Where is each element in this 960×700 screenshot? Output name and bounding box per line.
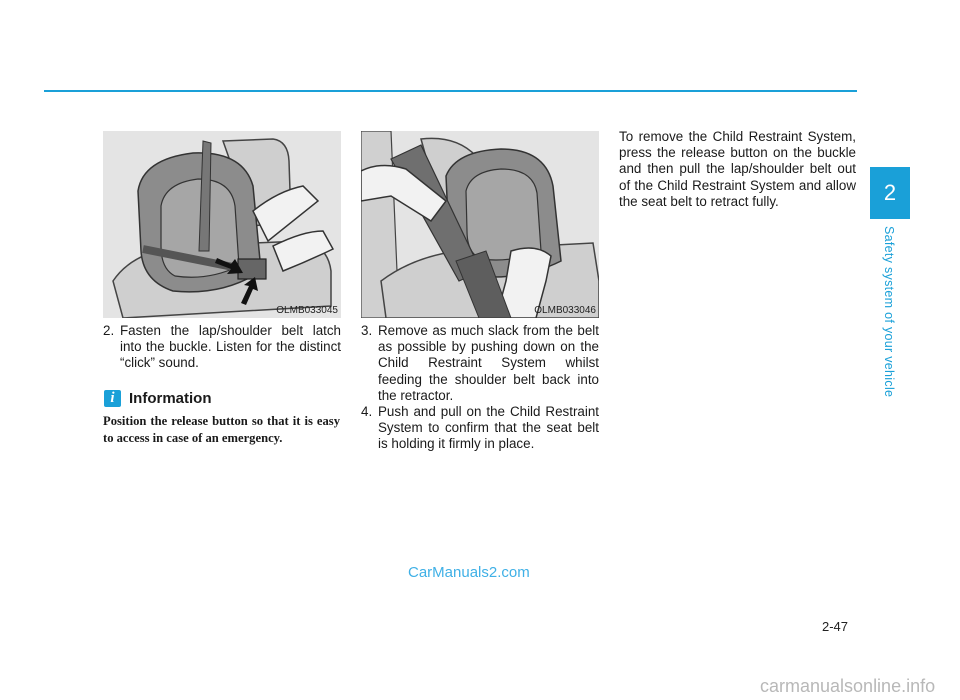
child-seat-slack-illustration — [361, 131, 599, 318]
figure-fasten-belt — [103, 131, 341, 318]
figure-code: OLMB033046 — [534, 305, 596, 316]
page-number: 2-47 — [822, 619, 849, 634]
watermark-carmanualsonline: carmanualsonline.info — [760, 676, 936, 696]
step-text: Push and pull on the Child Restraint System to confirm that the seat belt is holding it firmly in place. — [378, 404, 599, 452]
information-body: Position the release button so that it is easy to access in case of an emergency. — [103, 414, 340, 445]
step-text: Fasten the lap/shoulder belt latch into the buckle. Listen for the distinct “click” sound. — [120, 323, 341, 371]
step-text: Remove as much slack from the belt as possible by pushing down on the Child Restraint System whilst feeding the shoulder belt back into the retractor. — [378, 323, 599, 403]
information-title: Information — [129, 389, 212, 407]
header-rule — [44, 90, 857, 92]
chapter-title — [880, 226, 900, 406]
step-2 — [103, 323, 341, 372]
step-3 — [361, 323, 599, 404]
watermark-carmanuals2: CarManuals2.com — [408, 564, 530, 581]
step-number: 4. — [361, 404, 373, 419]
step-number: 2. — [103, 323, 115, 338]
chapter-title-text: Safety system of your vehicle — [882, 226, 896, 398]
information-heading — [104, 388, 212, 408]
info-icon: i — [104, 390, 121, 407]
figure-remove-slack — [361, 131, 599, 318]
chapter-tab[interactable]: 2 — [870, 167, 910, 219]
figure-code: OLMB033045 — [276, 305, 338, 316]
child-seat-buckle-illustration — [103, 131, 341, 318]
step-number: 3. — [361, 323, 373, 338]
removal-paragraph: To remove the Child Restraint System, press the release button on the buckle and then pull the lap/shoulder belt out of the Child Restraint System and allow the seat belt to retract fully. — [619, 129, 856, 209]
step-4 — [361, 404, 599, 453]
